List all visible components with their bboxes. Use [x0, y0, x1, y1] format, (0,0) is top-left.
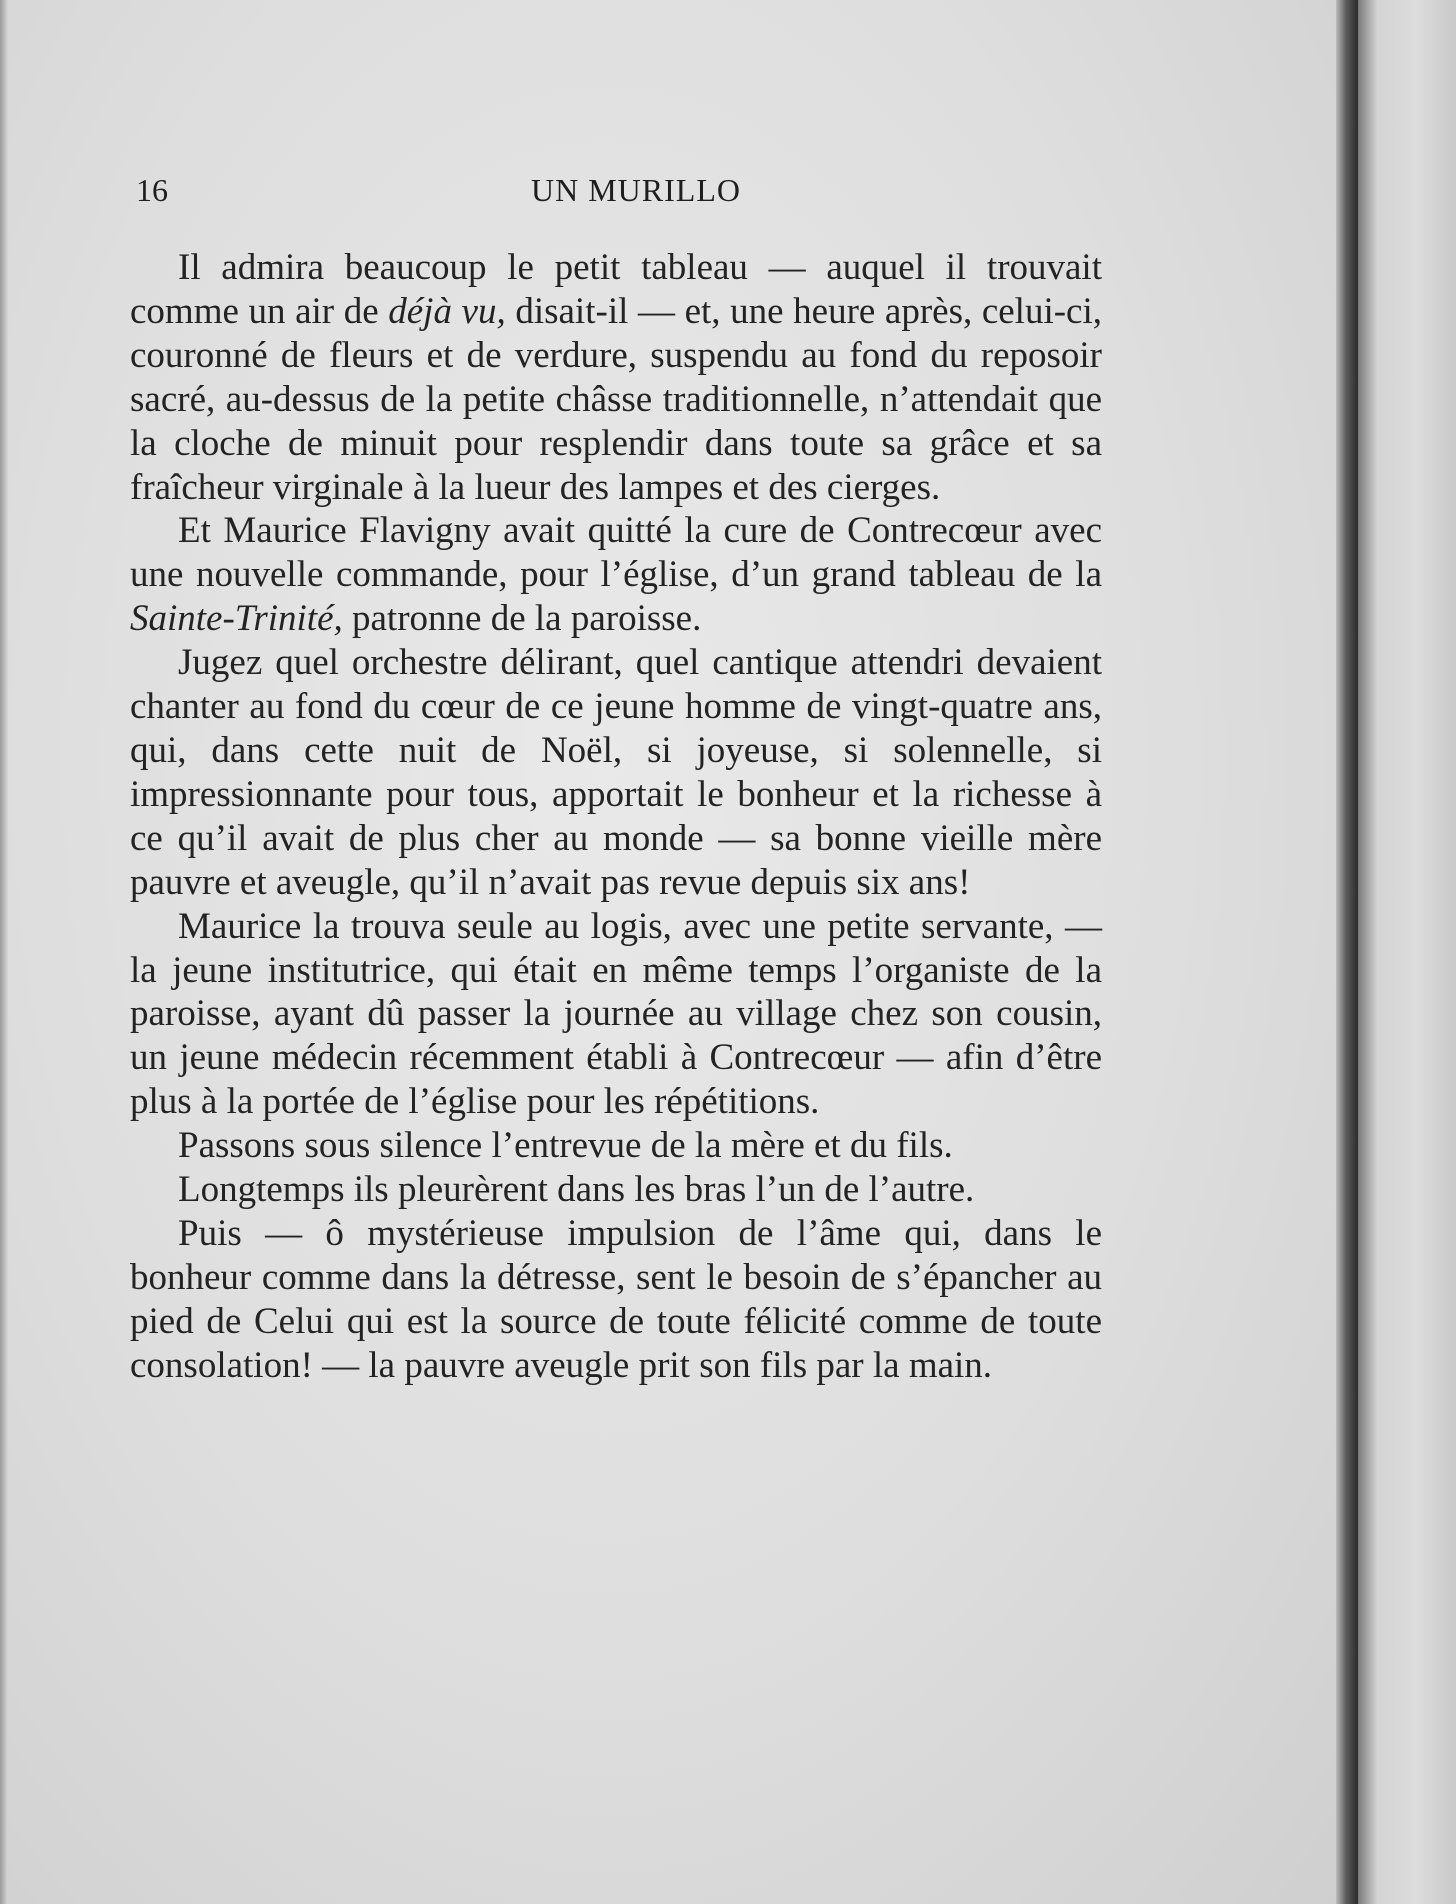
- paragraph-2: [130, 509, 1102, 641]
- facing-page-edge: [1358, 0, 1456, 1904]
- paragraph-text: Et Maurice Flavigny avait quitté la cure de Contrecœur avec une nouvelle commande, pour l’église, d’un grand tableau de la: [130, 510, 1102, 596]
- paragraph-text: patronne de la paroisse.: [342, 598, 702, 640]
- paragraph-6: [130, 1168, 1102, 1212]
- paragraph-text: Puis — ô mystérieuse impulsion de l’âme qui, dans le bonheur comme dans la détresse, sent le besoin de s’épancher au pied de Celui qui est la source de toute félicité comme de toute consolation! — la pauvre aveugle prit son fils par la main.: [130, 1212, 1102, 1386]
- paragraph-text: Jugez quel orchestre délirant, quel cantique attendri devaient chanter au fond du cœur de ce jeune homme de vingt-quatre ans, qui, dans cette nuit de Noël, si joyeuse, si solennelle, si impressionnante pour tous, apportait le bonheur et la richesse à ce qu’il avait de plus cher au monde — sa bonne vieille mère pauvre et aveugle, qu’il n’avait pas revue depuis six ans!: [130, 642, 1102, 903]
- paragraph-7: [130, 1212, 1102, 1388]
- running-title: UN MURILLO: [531, 172, 741, 208]
- binding-shadow: [1336, 0, 1358, 1904]
- paragraph-text: disait-il — et, une heure après, celui-ci, couronné de fleurs et de verdure, suspendu au fond du reposoir sacré, au-dessus de la petite châsse traditionnelle, n’attendait que la cloche de minuit pour resplendir dans toute sa grâce et sa fraîcheur virginale à la lueur des lampes et des cierges.: [130, 290, 1103, 508]
- paragraph-3: [130, 641, 1102, 904]
- body-text: [130, 246, 1102, 1388]
- italic-phrase: déjà vu,: [388, 290, 506, 332]
- italic-phrase: Sainte-Trinité,: [130, 598, 343, 640]
- page-number: 16: [136, 172, 168, 208]
- page-left-edge: [0, 0, 8, 1904]
- page-header: [136, 172, 1106, 218]
- paragraph-5: [130, 1124, 1102, 1168]
- paragraph-text: Passons sous silence l’entrevue de la mère et du fils.: [178, 1125, 953, 1167]
- paragraph-text: Il admira beaucoup le petit tableau — auquel il trouvait comme un air de: [130, 247, 1102, 332]
- paragraph-1: [130, 246, 1102, 509]
- paragraph-text: Maurice la trouva seule au logis, avec une petite servante, — la jeune institutrice, qui était en même temps l’organiste de la paroisse, ayant dû passer la journée au village chez son cousin, un jeune médecin récemment établi à Contrecœur — afin d’être plus à la portée de l’église pour les répétitions.: [130, 905, 1102, 1123]
- paragraph-text: Longtemps ils pleurèrent dans les bras l’un de l’autre.: [178, 1169, 975, 1211]
- paragraph-4: [130, 905, 1102, 1125]
